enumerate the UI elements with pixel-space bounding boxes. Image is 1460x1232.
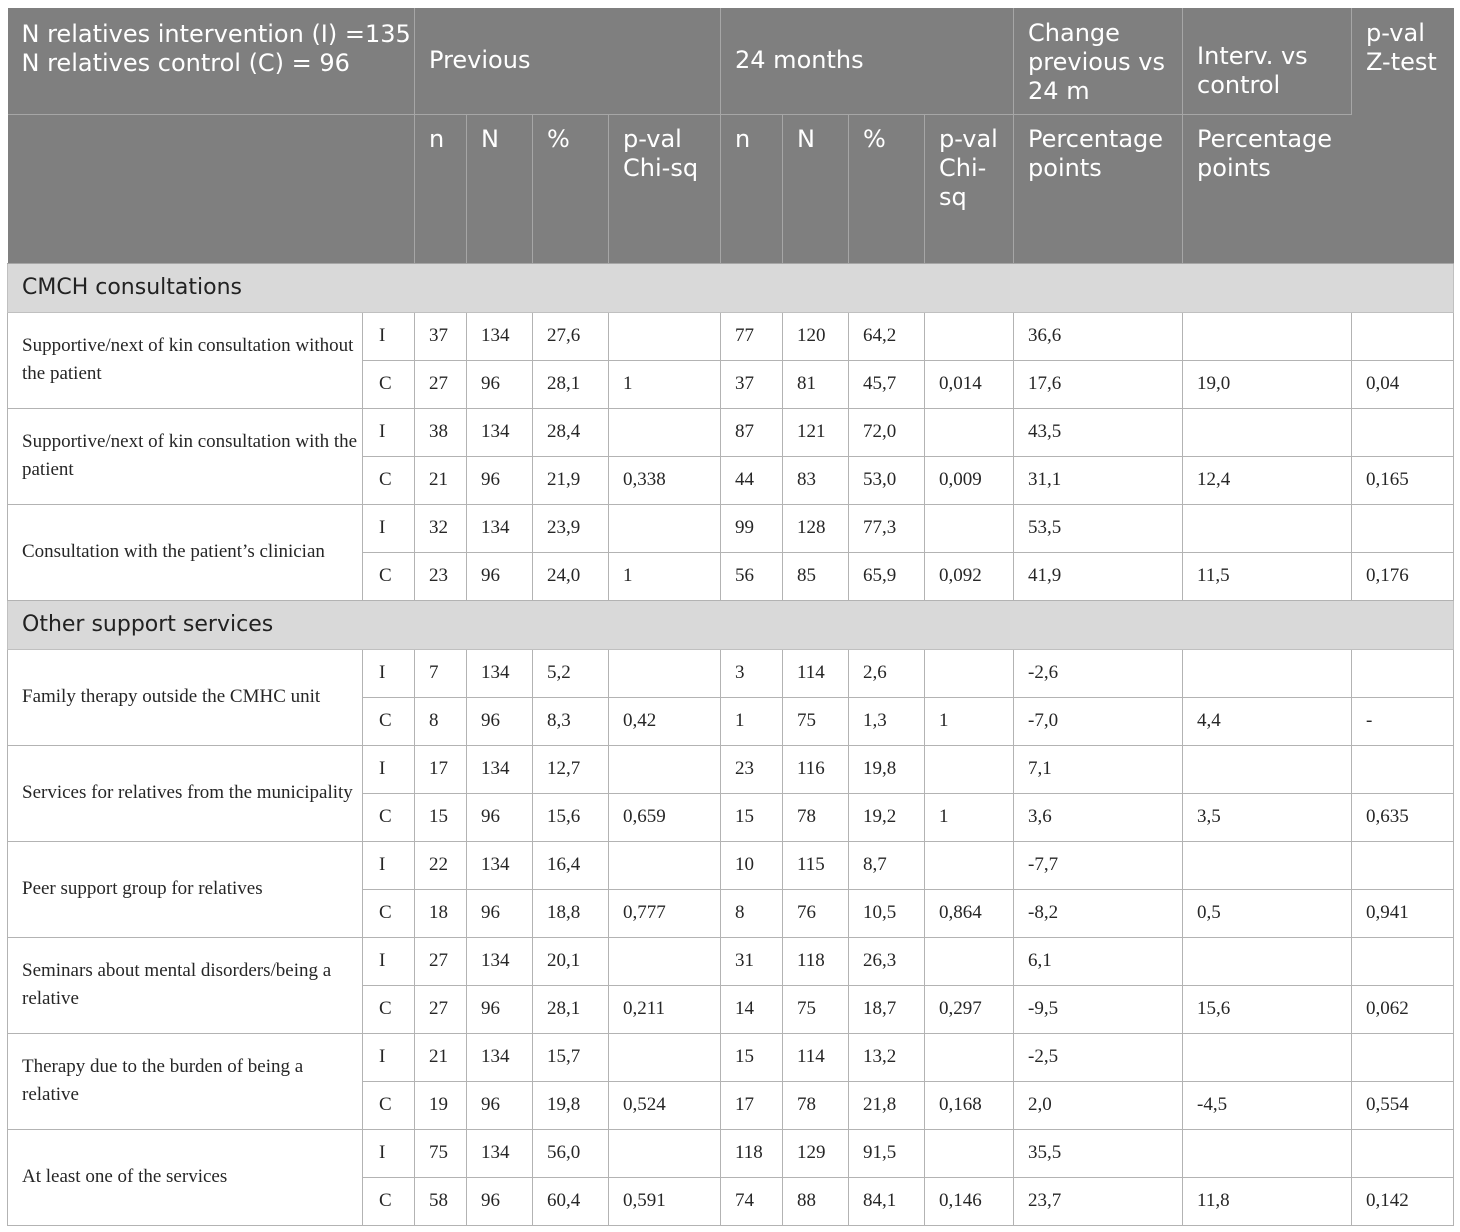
cell-interv-vs-control: 3,5 [1183, 793, 1352, 841]
header-control-n: N relatives control (C) = 96 [21, 49, 350, 77]
row-label: At least one of the services [8, 1129, 363, 1225]
cell-prev-n: 19 [415, 1081, 467, 1129]
cell-change-pct-points: 35,5 [1014, 1129, 1183, 1177]
cell-24m-pval-chisq: 0,009 [925, 456, 1014, 504]
cell-prev-N: 96 [467, 1081, 533, 1129]
cell-change-pct-points: 53,5 [1014, 504, 1183, 552]
cell-prev-pval-chisq [609, 649, 721, 697]
cell-pval-z-test: - [1352, 697, 1454, 745]
cell-24m-pval-chisq [925, 841, 1014, 889]
cell-24m-n: 15 [721, 793, 783, 841]
table-row [8, 649, 1454, 697]
header-prev-N: N [467, 114, 533, 263]
cell-pval-z-test: 0,04 [1352, 360, 1454, 408]
cell-pval-z-test [1352, 841, 1454, 889]
table-row [8, 408, 1454, 456]
cell-prev-pval-chisq [609, 1033, 721, 1081]
header-24-months: 24 months [721, 8, 1014, 114]
cell-interv-vs-control [1183, 937, 1352, 985]
cell-24m-N: 85 [783, 552, 849, 600]
table-row [8, 504, 1454, 552]
cell-change-pct-points: -9,5 [1014, 985, 1183, 1033]
cell-pval-z-test [1352, 937, 1454, 985]
cell-prev-n: 17 [415, 745, 467, 793]
cell-24m-N: 83 [783, 456, 849, 504]
cell-interv-vs-control [1183, 408, 1352, 456]
cell-prev-pct: 28,1 [533, 985, 609, 1033]
cell-pval-z-test [1352, 504, 1454, 552]
group-cell: C [363, 1081, 415, 1129]
group-cell: I [363, 504, 415, 552]
cell-interv-vs-control: -4,5 [1183, 1081, 1352, 1129]
cell-24m-n: 14 [721, 985, 783, 1033]
cell-24m-N: 129 [783, 1129, 849, 1177]
section-row [8, 600, 1454, 649]
cell-24m-n: 99 [721, 504, 783, 552]
row-label: Therapy due to the burden of being a relative [8, 1033, 363, 1129]
cell-pval-z-test [1352, 745, 1454, 793]
header-24m-pval-chisq: p-val Chi-sq [925, 114, 1014, 263]
cell-interv-vs-control: 11,8 [1183, 1177, 1352, 1225]
cell-prev-pval-chisq [609, 312, 721, 360]
cell-prev-pct: 28,4 [533, 408, 609, 456]
cell-pval-z-test: 0,165 [1352, 456, 1454, 504]
header-24m-n: n [721, 114, 783, 263]
cell-pval-z-test: 0,554 [1352, 1081, 1454, 1129]
cell-24m-N: 114 [783, 1033, 849, 1081]
group-cell: I [363, 745, 415, 793]
cell-24m-pval-chisq [925, 504, 1014, 552]
results-table [7, 8, 1454, 1226]
cell-prev-N: 134 [467, 649, 533, 697]
group-cell: C [363, 1177, 415, 1225]
cell-interv-vs-control: 12,4 [1183, 456, 1352, 504]
header-intervention-n: N relatives intervention (I) =135 [21, 20, 411, 48]
cell-change-pct-points: 43,5 [1014, 408, 1183, 456]
header-blank [8, 114, 415, 263]
cell-interv-vs-control [1183, 745, 1352, 793]
cell-prev-pval-chisq: 0,42 [609, 697, 721, 745]
cell-pval-z-test: 0,941 [1352, 889, 1454, 937]
cell-24m-n: 56 [721, 552, 783, 600]
cell-prev-n: 32 [415, 504, 467, 552]
cell-prev-pct: 15,6 [533, 793, 609, 841]
cell-prev-pct: 8,3 [533, 697, 609, 745]
cell-24m-pval-chisq: 0,864 [925, 889, 1014, 937]
cell-24m-n: 37 [721, 360, 783, 408]
cell-24m-pval-chisq: 0,297 [925, 985, 1014, 1033]
group-cell: C [363, 697, 415, 745]
cell-24m-pval-chisq: 0,092 [925, 552, 1014, 600]
header-prev-n: n [415, 114, 467, 263]
cell-prev-pct: 27,6 [533, 312, 609, 360]
cell-change-pct-points: 2,0 [1014, 1081, 1183, 1129]
cell-prev-n: 8 [415, 697, 467, 745]
cell-24m-n: 77 [721, 312, 783, 360]
header-prev-pct: % [533, 114, 609, 263]
cell-24m-pct: 53,0 [849, 456, 925, 504]
cell-prev-n: 18 [415, 889, 467, 937]
cell-prev-N: 134 [467, 841, 533, 889]
cell-prev-pval-chisq: 0,777 [609, 889, 721, 937]
cell-prev-n: 27 [415, 937, 467, 985]
cell-prev-pct: 28,1 [533, 360, 609, 408]
cell-24m-n: 87 [721, 408, 783, 456]
cell-24m-n: 31 [721, 937, 783, 985]
cell-change-pct-points: 36,6 [1014, 312, 1183, 360]
cell-change-pct-points: -8,2 [1014, 889, 1183, 937]
cell-24m-n: 74 [721, 1177, 783, 1225]
cell-24m-pct: 19,8 [849, 745, 925, 793]
header-interv-vs-control: Interv. vs control [1183, 8, 1352, 114]
cell-24m-N: 121 [783, 408, 849, 456]
cell-prev-N: 96 [467, 360, 533, 408]
row-label: Supportive/next of kin consultation without the patient [8, 312, 363, 408]
cell-24m-pct: 65,9 [849, 552, 925, 600]
group-cell: I [363, 1033, 415, 1081]
row-label: Consultation with the patient’s clinician [8, 504, 363, 600]
cell-prev-n: 58 [415, 1177, 467, 1225]
cell-prev-pval-chisq [609, 841, 721, 889]
cell-24m-N: 114 [783, 649, 849, 697]
cell-24m-N: 120 [783, 312, 849, 360]
group-cell: C [363, 456, 415, 504]
cell-prev-pval-chisq: 0,524 [609, 1081, 721, 1129]
cell-change-pct-points: -2,5 [1014, 1033, 1183, 1081]
table-row [8, 1033, 1454, 1081]
cell-interv-vs-control: 19,0 [1183, 360, 1352, 408]
cell-prev-n: 37 [415, 312, 467, 360]
cell-24m-pval-chisq [925, 408, 1014, 456]
header-sample-sizes [8, 8, 415, 114]
cell-prev-N: 96 [467, 456, 533, 504]
cell-pval-z-test [1352, 1129, 1454, 1177]
cell-24m-n: 17 [721, 1081, 783, 1129]
cell-prev-pval-chisq [609, 937, 721, 985]
cell-24m-N: 88 [783, 1177, 849, 1225]
cell-24m-N: 118 [783, 937, 849, 985]
cell-prev-N: 96 [467, 697, 533, 745]
cell-pval-z-test: 0,142 [1352, 1177, 1454, 1225]
cell-change-pct-points: 3,6 [1014, 793, 1183, 841]
cell-prev-pct: 19,8 [533, 1081, 609, 1129]
cell-prev-pval-chisq: 1 [609, 552, 721, 600]
cell-24m-N: 78 [783, 1081, 849, 1129]
cell-24m-pval-chisq: 0,168 [925, 1081, 1014, 1129]
cell-prev-pval-chisq [609, 504, 721, 552]
cell-prev-n: 21 [415, 1033, 467, 1081]
cell-24m-pct: 1,3 [849, 697, 925, 745]
cell-prev-pval-chisq: 0,211 [609, 985, 721, 1033]
group-cell: I [363, 312, 415, 360]
cell-pval-z-test [1352, 312, 1454, 360]
group-cell: I [363, 408, 415, 456]
cell-24m-N: 115 [783, 841, 849, 889]
cell-24m-pct: 13,2 [849, 1033, 925, 1081]
results-table-container [7, 8, 1454, 1226]
cell-prev-N: 96 [467, 889, 533, 937]
cell-24m-pval-chisq: 0,014 [925, 360, 1014, 408]
table-row [8, 937, 1454, 985]
cell-prev-pct: 15,7 [533, 1033, 609, 1081]
cell-prev-pct: 20,1 [533, 937, 609, 985]
cell-prev-n: 21 [415, 456, 467, 504]
cell-interv-vs-control [1183, 312, 1352, 360]
table-row [8, 312, 1454, 360]
header-change-pct-points: Percentage points [1014, 114, 1183, 263]
cell-24m-pct: 72,0 [849, 408, 925, 456]
cell-prev-pct: 23,9 [533, 504, 609, 552]
section-title: Other support services [8, 600, 1454, 649]
cell-pval-z-test [1352, 649, 1454, 697]
cell-pval-z-test: 0,062 [1352, 985, 1454, 1033]
cell-24m-pval-chisq [925, 745, 1014, 793]
cell-24m-N: 78 [783, 793, 849, 841]
section-row [8, 263, 1454, 312]
cell-change-pct-points: 41,9 [1014, 552, 1183, 600]
cell-prev-pct: 5,2 [533, 649, 609, 697]
cell-pval-z-test [1352, 1033, 1454, 1081]
cell-24m-n: 8 [721, 889, 783, 937]
cell-24m-n: 15 [721, 1033, 783, 1081]
cell-prev-n: 15 [415, 793, 467, 841]
row-label: Family therapy outside the CMHC unit [8, 649, 363, 745]
cell-prev-pval-chisq [609, 408, 721, 456]
cell-24m-pct: 26,3 [849, 937, 925, 985]
row-label: Seminars about mental disorders/being a relative [8, 937, 363, 1033]
cell-24m-pval-chisq [925, 1033, 1014, 1081]
cell-24m-pct: 45,7 [849, 360, 925, 408]
cell-24m-n: 44 [721, 456, 783, 504]
cell-prev-N: 134 [467, 504, 533, 552]
table-row [8, 841, 1454, 889]
cell-24m-n: 23 [721, 745, 783, 793]
cell-prev-N: 134 [467, 1033, 533, 1081]
cell-24m-pval-chisq: 0,146 [925, 1177, 1014, 1225]
cell-prev-n: 22 [415, 841, 467, 889]
cell-prev-N: 96 [467, 1177, 533, 1225]
cell-interv-vs-control: 0,5 [1183, 889, 1352, 937]
cell-prev-pval-chisq: 0,338 [609, 456, 721, 504]
cell-24m-n: 1 [721, 697, 783, 745]
row-label: Services for relatives from the municipality [8, 745, 363, 841]
group-cell: I [363, 1129, 415, 1177]
header-24m-N: N [783, 114, 849, 263]
group-cell: I [363, 841, 415, 889]
cell-prev-pval-chisq [609, 1129, 721, 1177]
cell-prev-pval-chisq: 0,659 [609, 793, 721, 841]
cell-24m-pct: 10,5 [849, 889, 925, 937]
cell-24m-pval-chisq [925, 312, 1014, 360]
cell-24m-pct: 84,1 [849, 1177, 925, 1225]
header-interv-pct-points: Percentage points [1183, 114, 1352, 263]
cell-prev-pct: 56,0 [533, 1129, 609, 1177]
cell-prev-pct: 18,8 [533, 889, 609, 937]
cell-24m-n: 3 [721, 649, 783, 697]
cell-24m-pct: 2,6 [849, 649, 925, 697]
cell-24m-pval-chisq [925, 649, 1014, 697]
cell-prev-pct: 21,9 [533, 456, 609, 504]
table-row [8, 745, 1454, 793]
cell-interv-vs-control: 15,6 [1183, 985, 1352, 1033]
cell-change-pct-points: -2,6 [1014, 649, 1183, 697]
cell-24m-pval-chisq [925, 1129, 1014, 1177]
cell-24m-n: 118 [721, 1129, 783, 1177]
cell-24m-n: 10 [721, 841, 783, 889]
cell-prev-pval-chisq: 1 [609, 360, 721, 408]
cell-interv-vs-control [1183, 649, 1352, 697]
cell-pval-z-test [1352, 408, 1454, 456]
cell-prev-pct: 12,7 [533, 745, 609, 793]
cell-prev-pct: 60,4 [533, 1177, 609, 1225]
cell-24m-pct: 19,2 [849, 793, 925, 841]
group-cell: C [363, 889, 415, 937]
cell-prev-pval-chisq [609, 745, 721, 793]
table-row [8, 1129, 1454, 1177]
cell-24m-pct: 64,2 [849, 312, 925, 360]
cell-prev-N: 134 [467, 408, 533, 456]
cell-24m-pval-chisq: 1 [925, 697, 1014, 745]
cell-interv-vs-control: 11,5 [1183, 552, 1352, 600]
cell-pval-z-test: 0,176 [1352, 552, 1454, 600]
cell-interv-vs-control [1183, 504, 1352, 552]
cell-24m-pct: 21,8 [849, 1081, 925, 1129]
cell-interv-vs-control [1183, 1033, 1352, 1081]
header-previous: Previous [415, 8, 721, 114]
cell-prev-N: 134 [467, 1129, 533, 1177]
cell-change-pct-points: -7,0 [1014, 697, 1183, 745]
cell-prev-pct: 24,0 [533, 552, 609, 600]
header-change: Change previous vs 24 m [1014, 8, 1183, 114]
cell-24m-N: 76 [783, 889, 849, 937]
cell-pval-z-test: 0,635 [1352, 793, 1454, 841]
cell-24m-N: 75 [783, 697, 849, 745]
cell-prev-n: 75 [415, 1129, 467, 1177]
cell-prev-pval-chisq: 0,591 [609, 1177, 721, 1225]
cell-prev-N: 134 [467, 312, 533, 360]
cell-change-pct-points: 23,7 [1014, 1177, 1183, 1225]
cell-interv-vs-control [1183, 841, 1352, 889]
cell-prev-N: 134 [467, 745, 533, 793]
group-cell: C [363, 985, 415, 1033]
cell-24m-N: 116 [783, 745, 849, 793]
section-title: CMCH consultations [8, 263, 1454, 312]
cell-24m-pval-chisq: 1 [925, 793, 1014, 841]
cell-prev-pct: 16,4 [533, 841, 609, 889]
cell-change-pct-points: 17,6 [1014, 360, 1183, 408]
cell-interv-vs-control [1183, 1129, 1352, 1177]
cell-24m-N: 81 [783, 360, 849, 408]
cell-prev-N: 96 [467, 552, 533, 600]
cell-change-pct-points: 6,1 [1014, 937, 1183, 985]
group-cell: C [363, 360, 415, 408]
row-label: Peer support group for relatives [8, 841, 363, 937]
cell-interv-vs-control: 4,4 [1183, 697, 1352, 745]
cell-prev-n: 23 [415, 552, 467, 600]
cell-prev-n: 38 [415, 408, 467, 456]
group-cell: I [363, 649, 415, 697]
cell-prev-n: 27 [415, 985, 467, 1033]
cell-24m-pct: 91,5 [849, 1129, 925, 1177]
table-header [8, 8, 1454, 263]
cell-24m-N: 128 [783, 504, 849, 552]
cell-24m-pct: 8,7 [849, 841, 925, 889]
cell-prev-N: 96 [467, 793, 533, 841]
cell-change-pct-points: -7,7 [1014, 841, 1183, 889]
header-24m-pct: % [849, 114, 925, 263]
cell-prev-n: 27 [415, 360, 467, 408]
cell-24m-pct: 18,7 [849, 985, 925, 1033]
cell-24m-pval-chisq [925, 937, 1014, 985]
header-prev-pval-chisq: p-val Chi-sq [609, 114, 721, 263]
row-label: Supportive/next of kin consultation with the patient [8, 408, 363, 504]
cell-change-pct-points: 7,1 [1014, 745, 1183, 793]
group-cell: C [363, 552, 415, 600]
group-cell: C [363, 793, 415, 841]
cell-prev-N: 134 [467, 937, 533, 985]
header-pval-z-test: p-val Z-test [1352, 8, 1454, 263]
cell-change-pct-points: 31,1 [1014, 456, 1183, 504]
cell-prev-N: 96 [467, 985, 533, 1033]
group-cell: I [363, 937, 415, 985]
table-body [8, 263, 1454, 1225]
cell-24m-N: 75 [783, 985, 849, 1033]
cell-24m-pct: 77,3 [849, 504, 925, 552]
cell-prev-n: 7 [415, 649, 467, 697]
